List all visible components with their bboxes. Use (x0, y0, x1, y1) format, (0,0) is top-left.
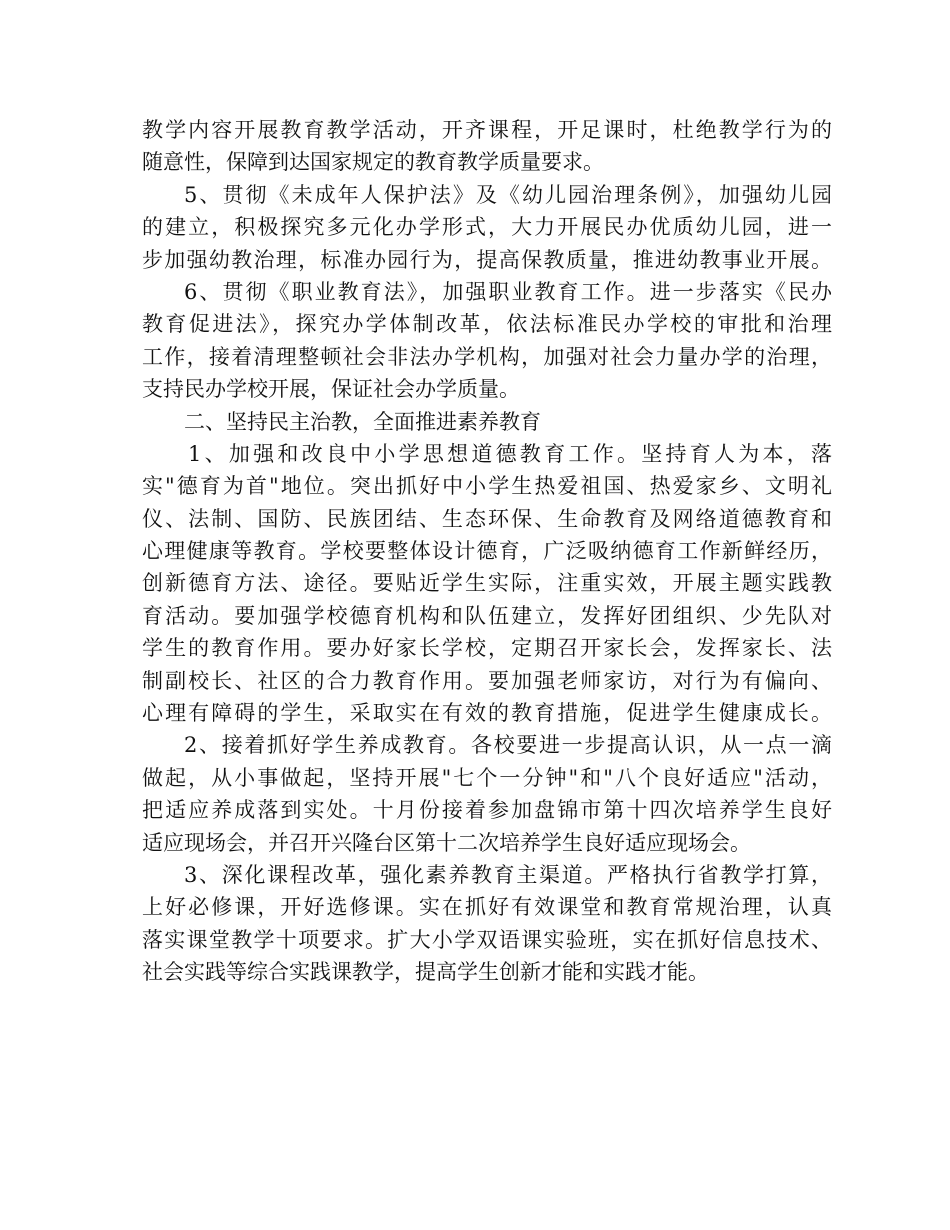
text-line: 5、贯彻《未成年人保护法》及《幼儿园治理条例》，加强幼儿园 (184, 182, 832, 207)
text-line: 把适应养成落到实处。十月份接着参加盘锦市第十四次培养学生良好 (142, 798, 832, 823)
text-line: 实"德育为首"地位。突出抓好中小学生热爱祖国、热爱家乡、文明礼 (142, 474, 832, 499)
text-line: 社会实践等综合实践课教学，提高学生创新才能和实践才能。 (142, 960, 709, 985)
text-line: 上好必修课，开好选修课。实在抓好有效课堂和教育常规治理，认真 (142, 895, 832, 920)
text-line: 教学内容开展教育教学活动，开齐课程，开足课时，杜绝教学行为的 (142, 118, 832, 142)
text-line: 1、加强和改良中小学思想道德教育工作。坚持育人为本，落 (188, 441, 832, 466)
text-line: 心理健康等教育。学校要整体设计德育，广泛吸纳德育工作新鲜经历， (142, 539, 832, 564)
text-line: 育活动。要加强学校德育机构和队伍建立，发挥好团组织、少先队对 (142, 603, 832, 628)
text-line: 二、坚持民主治教，全面推进素养教育 (184, 409, 541, 434)
text-line: 2、接着抓好学生养成教育。各校要进一步提高认识，从一点一滴 (184, 733, 832, 758)
text-line: 步加强幼教治理，标准办园行为，提高保教质量，推进幼教事业开展。 (142, 247, 832, 272)
text-line: 落实课堂教学十项要求。扩大小学双语课实验班，实在抓好信息技术、 (142, 927, 832, 952)
text-line: 教育促进法》，探究办学体制改革，依法标准民办学校的审批和治理 (142, 312, 832, 337)
text-line: 支持民办学校开展，保证社会办学质量。 (142, 377, 520, 402)
text-line: 6、贯彻《职业教育法》，加强职业教育工作。进一步落实《民办 (184, 279, 832, 304)
text-line: 仪、法制、国防、民族团结、生态环保、生命教育及网络道德教育和 (142, 506, 832, 531)
text-line: 学生的教育作用。要办好家长学校，定期召开家长会，发挥家长、法 (142, 636, 832, 661)
text-line: 随意性，保障到达国家规定的教育教学质量要求。 (142, 150, 604, 175)
text-line: 的建立，积极探究多元化办学形式，大力开展民办优质幼儿园，进一 (142, 215, 832, 240)
text-line: 适应现场会，并召开兴隆台区第十二次培养学生良好适应现场会。 (142, 830, 751, 855)
text-line: 做起，从小事做起，坚持开展"七个一分钟"和"八个良好适应"活动， (142, 765, 832, 790)
text-line: 制副校长、社区的合力教育作用。要加强老师家访，对行为有偏向、 (142, 668, 832, 693)
text-line: 3、深化课程改革，强化素养教育主渠道。严格执行省教学打算， (184, 862, 832, 887)
text-line: 工作，接着清理整顿社会非法办学机构，加强对社会力量办学的治理， (142, 344, 832, 369)
text-line: 创新德育方法、途径。要贴近学生实际，注重实效，开展主题实践教 (142, 571, 832, 596)
text-line: 心理有障碍的学生，采取实在有效的教育措施，促进学生健康成长。 (142, 701, 832, 726)
document-body (142, 114, 832, 989)
